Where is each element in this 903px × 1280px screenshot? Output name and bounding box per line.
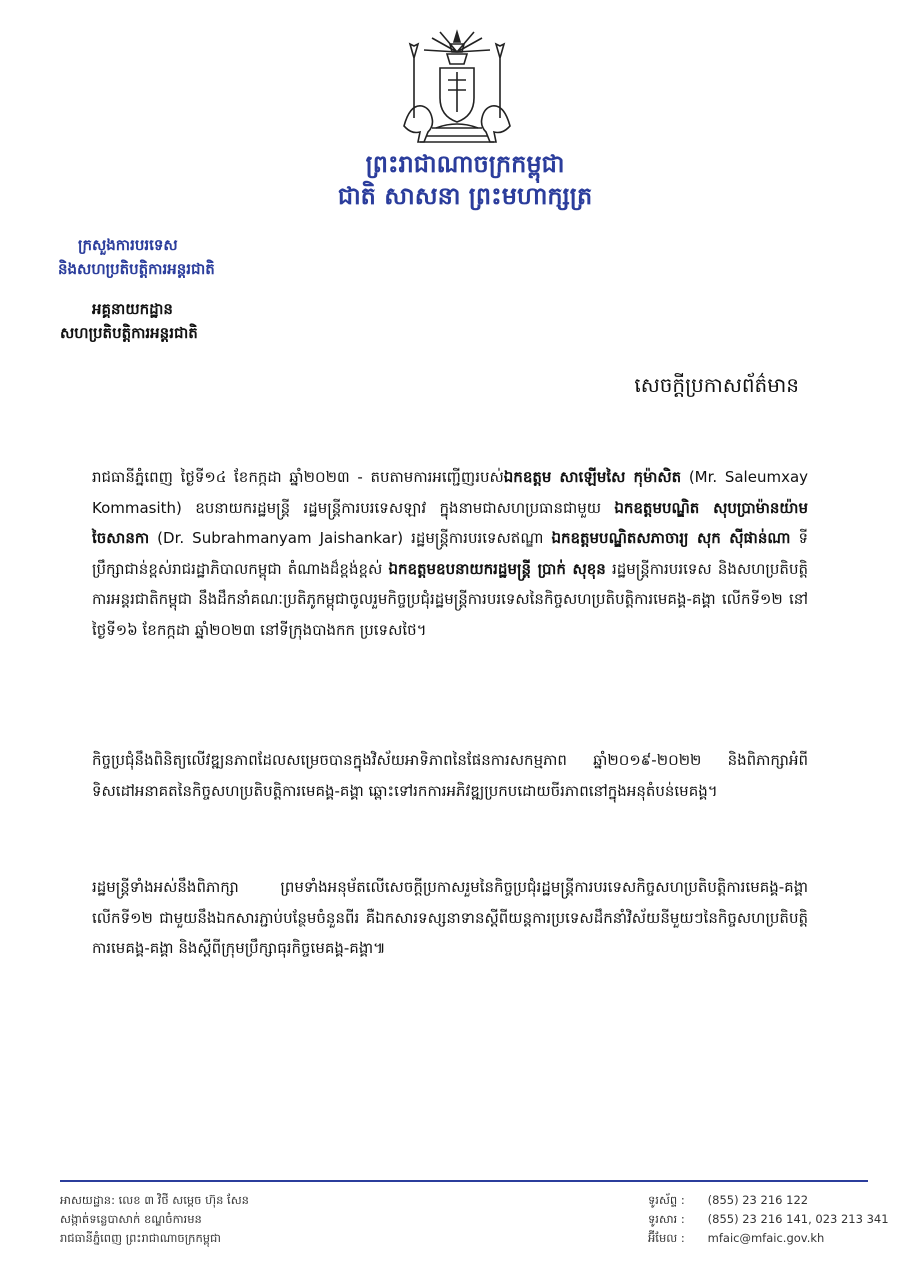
royal-coat-of-arms-icon	[392, 28, 522, 150]
paragraph-1-text: (Dr. Subrahmanyam Jaishankar) រដ្ឋមន្ត្រីការបរទេសឥណ្ឌា	[149, 529, 552, 547]
email-label: អ៊ីមែល :	[648, 1231, 685, 1245]
phone-number: (855) 23 216 122	[707, 1193, 809, 1207]
paragraph-1-text: រាជធានីភ្នំពេញ ថ្ងៃទី១៤ ខែកក្កដា ឆ្នាំ២០២៣ - តបតាមការអញ្ជើញរបស់	[92, 468, 504, 486]
paragraph-1-bold-name: ឯកឧត្តម សាឡើមសៃ កុម៉ាសិត	[503, 468, 682, 486]
footer-contacts	[648, 1191, 889, 1248]
paragraph-1-text: រដ្ឋមន្ត្រីការបរទេស និងសហប្រតិបត្តិការអន្តរជាតិកម្ពុជា នឹងដឹកនាំគណៈប្រតិភូកម្ពុជាចូលរួមកិច្ចប្រជុំរដ្ឋមន្ត្រីការបរទេសនៃកិច្ចសហប្រតិបត្តិការមេគង្គ-គង្គា លើកទី១២ នៅថ្ងៃទី១៦ ខែកក្កដា ឆ្នាំ២០២៣ នៅទីក្រុងបាងកក ប្រទេសថៃ។	[92, 559, 808, 639]
document-title: សេចក្តីប្រកាសព័ត៌មាន	[634, 373, 799, 397]
national-motto: ជាតិ សាសនា ព្រះមហាក្សត្រ	[337, 181, 593, 210]
address-label: អាសយដ្ឋាន:	[60, 1193, 115, 1207]
email-address[interactable]: mfaic@mfaic.gov.kh	[707, 1231, 825, 1245]
paragraph-1-bold-name: ឯកឧត្តមបណ្ឌិតសភាចារ្យ សុក ស៊ីផាន់ណា	[551, 529, 791, 547]
address-line-2: សង្កាត់ទន្លេបាសាក់ ខណ្ឌចំការមន	[60, 1212, 202, 1226]
ministry-name-line2: និងសហប្រតិបត្តិការអន្តរជាតិ	[58, 260, 215, 278]
paragraph-2: កិច្ចប្រជុំនឹងពិនិត្យលើវឌ្ឍនភាពដែលសម្រេចបានក្នុងវិស័យអាទិភាពនៃផែនការសកម្មភាព ឆ្នាំ២០១៩-២០២២ និងពិភាក្សាអំពីទិសដៅអនាគតនៃកិច្ចសហប្រតិបត្តិការមេគង្គ-គង្គា ឆ្ពោះទៅរកការអភិវឌ្ឍប្រកបដោយចីរភាពនៅក្នុងអនុតំបន់មេគង្គ។	[92, 751, 808, 800]
paragraph-1	[92, 462, 808, 645]
paragraph-1-text: ទីប្រឹក្សាជាន់ខ្ពស់រាជរដ្ឋាភិបាលកម្ពុជា តំណាងដ៏ខ្ពង់ខ្ពស់	[92, 529, 809, 578]
paragraph-1-text: (Mr. Saleumxay Kommasith) ឧបនាយករដ្ឋមន្ត្រី រដ្ឋមន្ត្រីការបរទេសឡាវ ក្នុងនាមជាសហប្រធានជាមួយ	[92, 468, 809, 517]
department-name-line2: សហប្រតិបត្តិការអន្តរជាតិ	[60, 324, 198, 342]
footer-address	[60, 1191, 249, 1248]
paragraph-1-bold-name: ឯកឧត្តមឧបនាយករដ្ឋមន្ត្រី ប្រាក់ សុខុន	[388, 559, 606, 578]
paragraph-1-bold-name: ឯកឧត្តមបណ្ឌិត សុបប្រាម៉ានយ៉ាម ចៃសានកា	[92, 498, 808, 547]
fax-number: (855) 23 216 141, 023 213 341	[707, 1212, 889, 1226]
ministry-name-line1: ក្រសួងការបរទេស	[78, 236, 178, 254]
address-line-1: លេខ ៣ វិថី សម្តេច ហ៊ុន សែន	[118, 1193, 249, 1207]
department-name-line1: អគ្គនាយកដ្ឋាន	[92, 300, 173, 318]
kingdom-name: ព្រះរាជាណាចក្រកម្ពុជា	[365, 149, 565, 178]
footer-divider	[60, 1180, 868, 1182]
phone-label: ទូរស័ព្ទ :	[648, 1193, 685, 1207]
address-line-3: រាជធានីភ្នំពេញ ព្រះរាជាណាចក្រកម្ពុជា	[60, 1231, 221, 1245]
fax-label: ទូរសារ :	[648, 1212, 685, 1226]
paragraph-3: រដ្ឋមន្ត្រីទាំងអស់នឹងពិភាក្សា ព្រមទាំងអនុម័តលើសេចក្តីប្រកាសរួមនៃកិច្ចប្រជុំរដ្ឋមន្ត្រីការបរទេសកិច្ចសហប្រតិបត្តិការមេគង្គ-គង្គាលើកទី១២ ជាមួយនឹងឯកសារភ្ជាប់បន្ថែមចំនួនពីរ គឺឯកសារទស្សនាទានស្តីពីយន្តការប្រទេសដឹកនាំវិស័យនីមួយៗនៃកិច្ចសហប្រតិបត្តិការមេគង្គ-គង្គា និងស្តីពីក្រុមប្រឹក្សាធុរកិច្ចមេគង្គ-គង្គា៕	[92, 878, 808, 957]
